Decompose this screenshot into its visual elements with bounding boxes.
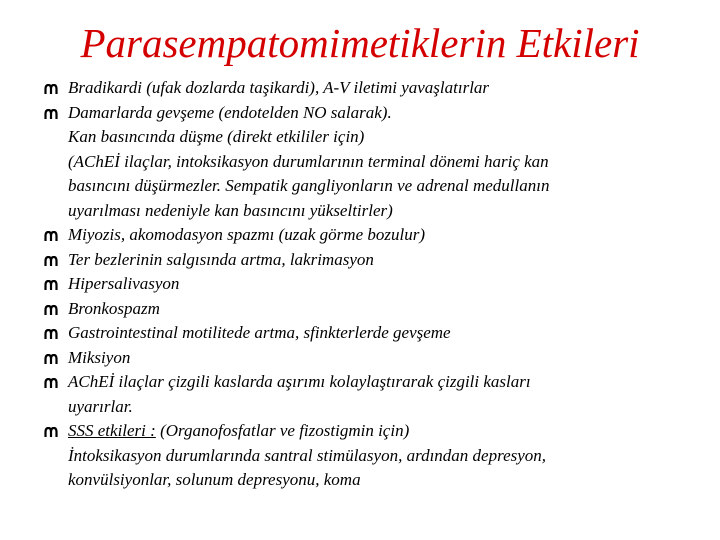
item-line: (AChEİ ilaçlar, intoksikasyon durumlarının terminal dönemi hariç kan [68, 151, 549, 171]
list-item [44, 248, 704, 273]
bullet-list [44, 76, 704, 493]
item-line: Gastrointestinal motilitede artma, sfinkterlerde gevşeme [68, 323, 451, 342]
item-line: uyarılması nedeniyle kan basıncını yükseltirler) [68, 200, 393, 220]
item-line-tail: (Organofosfatlar ve fizostigmin için) [155, 421, 410, 440]
bullet-m-icon [44, 354, 58, 364]
item-line: Miyozis, akomodasyon spazmı (uzak görme bozulur) [68, 225, 425, 244]
item-line: İntoksikasyon durumlarında santral stimülasyon, ardından depresyon, [68, 445, 547, 465]
item-line: Damarlarda gevşeme (endotelden NO salarak). [68, 102, 392, 122]
item-line: konvülsiyonlar, solunum depresyonu, koma [68, 470, 361, 489]
list-item [44, 297, 704, 322]
bullet-m-icon [44, 378, 58, 388]
list-item [44, 346, 704, 371]
list-item [44, 101, 704, 224]
item-line: Ter bezlerinin salgısında artma, lakrimasyon [68, 249, 374, 269]
list-item [44, 76, 704, 101]
item-line: Kan basıncında düşme (direkt etkililer için) [68, 127, 365, 146]
list-item [44, 321, 704, 346]
cns-effects-heading: SSS etkileri : [68, 421, 156, 440]
list-item [44, 272, 704, 297]
item-line: Hipersalivasyon [68, 274, 180, 293]
item-line: Miksiyon [68, 347, 131, 367]
item-line: AChEİ ilaçlar çizgili kaslarda aşırımı kolaylaştırarak çizgili kasları [68, 372, 531, 391]
item-line: Bradikardi (ufak dozlarda taşikardi), A-V iletimi yavaşlatırlar [68, 78, 490, 97]
item-line: basıncını düşürmezler. Sempatik gangliyonların ve adrenal medullanın [68, 176, 550, 195]
list-item [44, 370, 704, 419]
bullet-m-icon [44, 329, 58, 339]
bullet-m-icon [44, 280, 58, 290]
bullet-m-icon [44, 84, 58, 94]
list-item [44, 223, 704, 248]
bullet-m-icon [44, 427, 58, 437]
item-line [68, 419, 704, 444]
bullet-m-icon [44, 109, 58, 119]
list-item [44, 419, 704, 493]
slide-title: Parasempatomimetiklerin Etkileri [80, 20, 640, 66]
bullet-m-icon [44, 305, 58, 315]
bullet-m-icon [44, 256, 58, 266]
bullet-m-icon [44, 231, 58, 241]
item-line: Bronkospazm [68, 298, 160, 318]
item-line: uyarırlar. [68, 396, 133, 416]
